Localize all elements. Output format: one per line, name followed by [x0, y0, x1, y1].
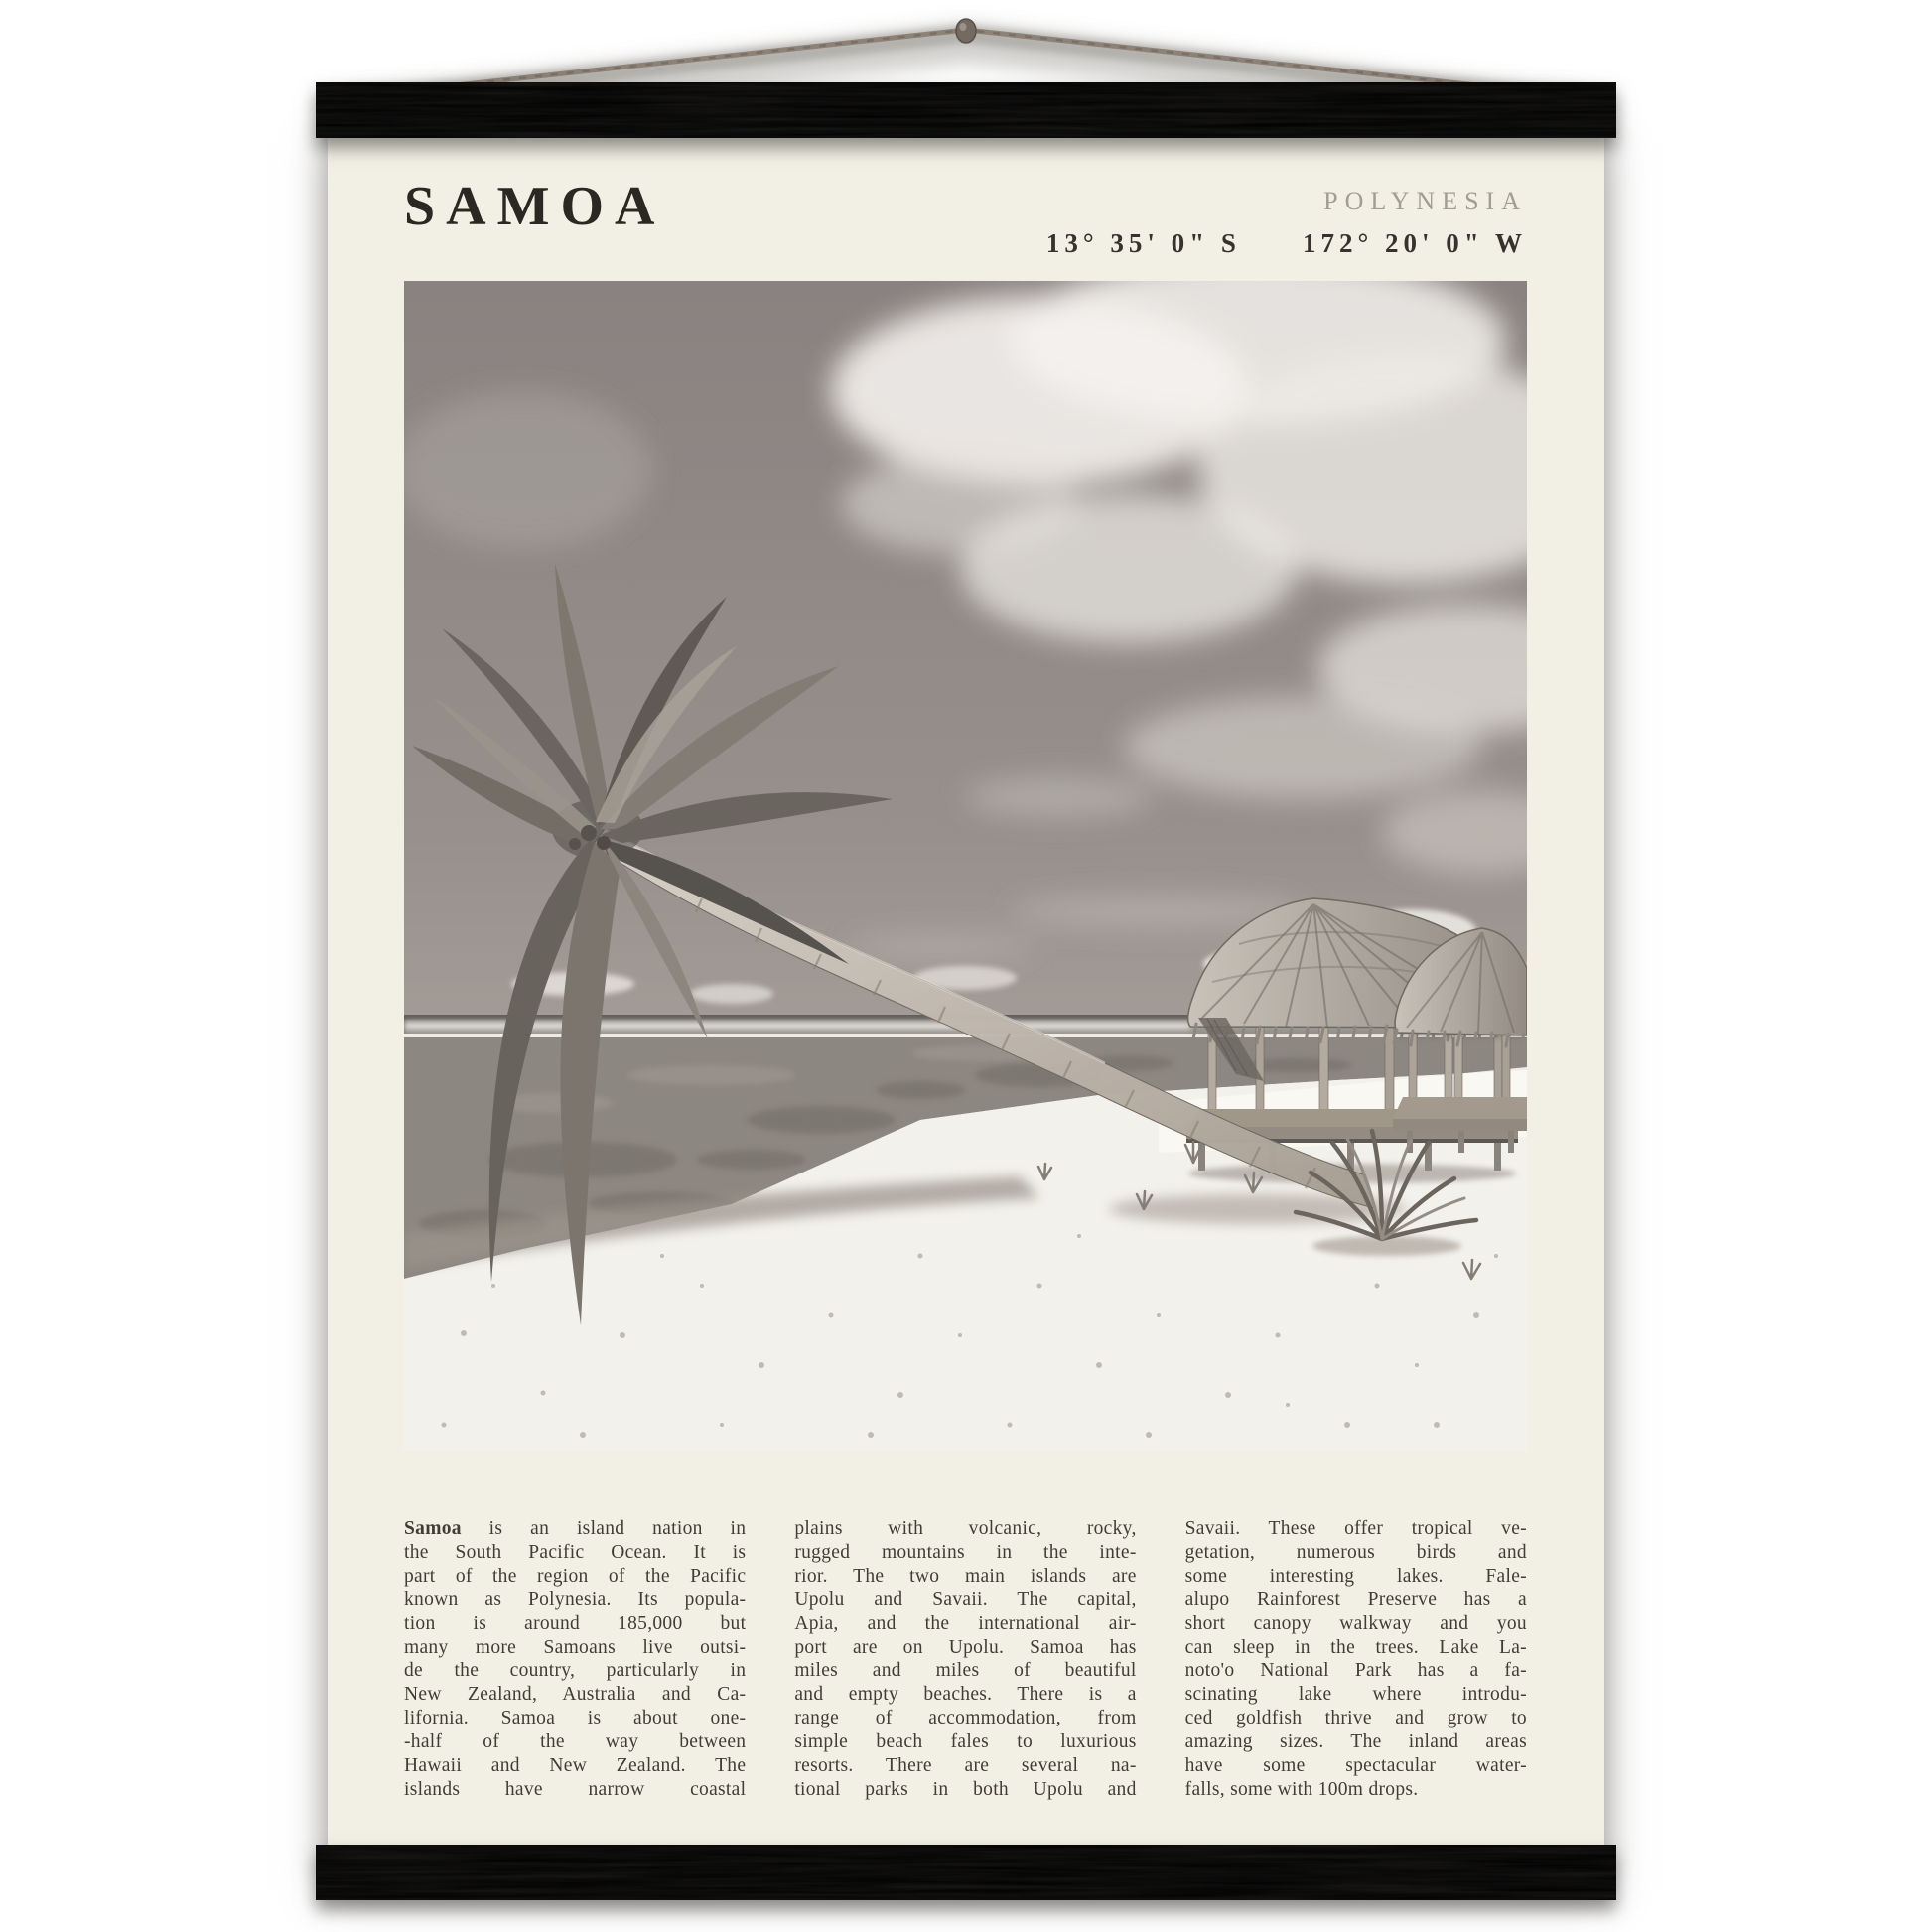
text-line: -half of the way between	[404, 1731, 747, 1753]
beach-photo	[404, 281, 1527, 1451]
text-line: Savaii. These offer tropical ve-	[1184, 1518, 1527, 1539]
text-line: can sleep in the trees. Lake La-	[1184, 1636, 1527, 1658]
text-line: Hawaii and New Zealand. The	[404, 1755, 747, 1777]
region-label: POLYNESIA	[1323, 187, 1527, 215]
text-line: range of accommodation, from	[794, 1708, 1137, 1729]
text-line: resorts. There are several na-	[794, 1755, 1137, 1777]
hanger-bar-bottom	[316, 1845, 1616, 1900]
text-line: falls, some with 100m drops.	[1184, 1778, 1419, 1800]
text-line: known as Polynesia. Its popula-	[404, 1588, 747, 1610]
nail-knob	[956, 19, 976, 43]
text-column-1	[404, 1517, 746, 1802]
poster-paper	[328, 117, 1604, 1864]
text-line: islands have narrow coastal	[404, 1778, 747, 1800]
poster-title: SAMOA	[404, 176, 666, 237]
text-line: Samoa is an island nation in	[404, 1518, 747, 1539]
text-line: amazing sizes. The inland areas	[1184, 1731, 1527, 1753]
longitude: 172° 20' 0" W	[1302, 228, 1527, 258]
text-line: alupo Rainforest Preserve has a	[1184, 1588, 1527, 1610]
text-line: simple beach fales to luxurious	[794, 1731, 1137, 1753]
text-line: rugged mountains in the inte-	[794, 1541, 1137, 1563]
hanger-bar-top	[316, 82, 1616, 138]
text-line: tional parks in both Upolu and	[794, 1778, 1137, 1800]
header-right	[1046, 177, 1527, 259]
text-line: ced goldfish thrive and grow to	[1184, 1708, 1527, 1729]
text-line: New Zealand, Australia and Ca-	[404, 1684, 747, 1706]
text-line: scinating lake where introdu-	[1184, 1684, 1527, 1706]
wood-grain	[316, 1845, 1616, 1900]
text-line: rior. The two main islands are	[794, 1565, 1137, 1587]
text-line: miles and miles of beautiful	[794, 1660, 1137, 1682]
text-line: Upolu and Savaii. The capital,	[794, 1588, 1137, 1610]
text-line: have some spectacular water-	[1184, 1755, 1527, 1777]
text-column-3	[1185, 1517, 1527, 1802]
text-line: some interesting lakes. Fale-	[1184, 1565, 1527, 1587]
text-line: the South Pacific Ocean. It is	[404, 1541, 747, 1563]
latitude: 13° 35' 0" S	[1045, 228, 1241, 258]
text-line: Apia, and the international air-	[794, 1612, 1137, 1634]
nail-highlight	[960, 23, 967, 31]
coordinates	[1046, 228, 1527, 259]
text-line: de the country, particularly in	[404, 1660, 747, 1682]
text-line: getation, numerous birds and	[1184, 1541, 1527, 1563]
text-line: short canopy walkway and you	[1184, 1612, 1527, 1634]
wood-grain	[316, 82, 1616, 138]
text-line: lifornia. Samoa is about one-	[404, 1708, 747, 1729]
text-line: port are on Upolu. Samoa has	[794, 1636, 1137, 1658]
description-columns	[404, 1517, 1527, 1802]
text-line: noto'o National Park has a fa-	[1184, 1660, 1527, 1682]
text-line: tion is around 185,000 but	[404, 1612, 747, 1634]
poster-header	[404, 177, 1527, 259]
text-line: part of the region of the Pacific	[404, 1565, 747, 1587]
text-line: and empty beaches. There is a	[794, 1684, 1137, 1706]
text-line: plains with volcanic, rocky,	[794, 1518, 1137, 1539]
text-line: many more Samoans live outsi-	[404, 1636, 747, 1658]
text-column-2	[794, 1517, 1136, 1802]
